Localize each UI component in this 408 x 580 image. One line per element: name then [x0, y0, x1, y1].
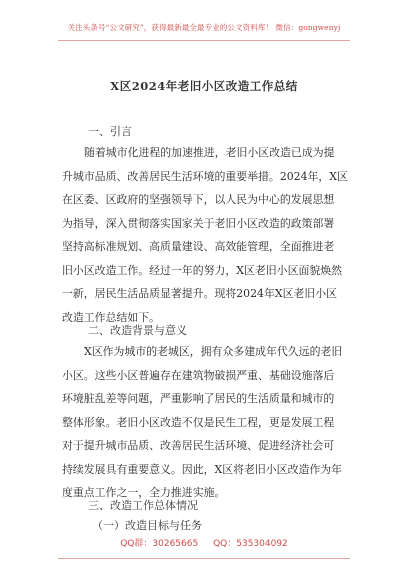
- paragraph-intro: [62, 141, 346, 329]
- paragraph-line: 在区委、区政府的坚强领导下，以人民为中心的发展思想: [62, 193, 335, 206]
- footer-divider: [58, 558, 350, 559]
- section-heading-background: 二、改造背景与意义: [88, 324, 187, 337]
- header-divider: [58, 40, 350, 41]
- top-banner: 关注头条号“公文研究”，获得最新最全最专业的公文资料库！ 微信：gongwenyj: [67, 23, 341, 32]
- subsection-heading-goals: （一）改造目标与任务: [92, 519, 202, 532]
- paragraph-line: 对于提升城市品质、改善居民生活环境、促进经济社会可: [62, 439, 335, 452]
- paragraph-line: 坚持高标准规划、高质量建设、高效能管理，全面推进老: [62, 240, 335, 253]
- section-heading-intro: 一、引言: [88, 125, 132, 138]
- paragraph-line: X区作为城市的老城区，拥有众多建成年代久远的老旧: [84, 345, 343, 358]
- document-title: X区2024年老旧小区改造工作总结: [110, 79, 298, 93]
- paragraph-line: 持续发展具有重要意义。因此，X区将老旧小区改造作为年: [62, 462, 343, 476]
- paragraph-line: 一新，居民生活品质显著提升。现将2024年X区老旧小区: [62, 287, 338, 300]
- paragraph-line: 随着城市化进程的加速推进，老旧小区改造已成为提: [84, 146, 335, 159]
- paragraph-line: 整体形象。老旧小区改造不仅是民生工程，更是发展工程: [62, 415, 335, 429]
- paragraph-line: 度重点工作之一，全力推进实施。: [62, 486, 226, 499]
- footer-qq-number: QQ：535304092: [213, 539, 288, 549]
- paragraph-line: 环境脏乱差等问题，严重影响了居民的生活质量和城市的: [62, 392, 335, 405]
- paragraph-background: [62, 340, 346, 505]
- paragraph-line: 小区。这些小区普遍存在建筑物破损严重、基础设施落后: [62, 368, 335, 382]
- paragraph-line: 旧小区改造工作。经过一年的努力，X区老旧小区面貌焕然: [62, 263, 343, 277]
- footer-qq-group: QQ群：30265665: [120, 539, 199, 549]
- paragraph-line: 升城市品质、改善居民生活环境的重要举措。2024年，X区: [62, 169, 348, 183]
- section-heading-overview: 三、改造工作总体情况: [88, 499, 198, 512]
- paragraph-line: 改造工作总结如下。: [62, 310, 161, 324]
- paragraph-line: 为指导，深入贯彻落实国家关于老旧小区改造的政策部署: [62, 216, 335, 230]
- footer-contact: [0, 536, 408, 549]
